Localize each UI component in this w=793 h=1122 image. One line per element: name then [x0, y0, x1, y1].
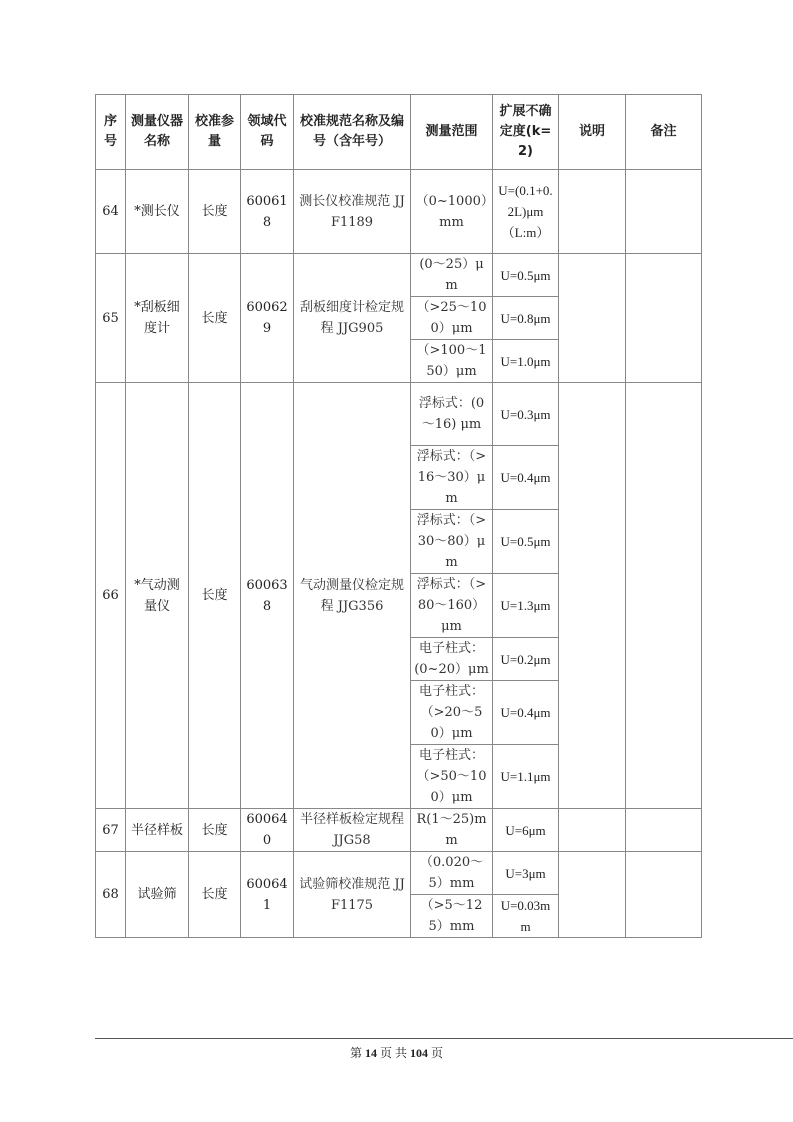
table-row — [96, 809, 702, 852]
cell-code: 600640 — [241, 809, 294, 852]
cell-spec: 半径样板检定规程 JJG58 — [294, 809, 411, 852]
cell-param: 长度 — [189, 852, 241, 938]
cell-uncertainty: U=1.0μm — [493, 340, 559, 383]
table-body — [96, 170, 702, 938]
cell-seq: 67 — [96, 809, 126, 852]
header-note: 说明 — [559, 95, 626, 170]
cell-uncertainty: U=0.2μm — [493, 638, 559, 681]
footer-prefix: 第 — [349, 1046, 362, 1060]
footer-mid: 页 共 — [379, 1046, 407, 1060]
header-row — [96, 95, 702, 170]
table-row — [96, 254, 702, 297]
cell-code: 600629 — [241, 254, 294, 383]
cell-range: 浮标式：（>16～30）μm — [411, 446, 493, 510]
page-footer — [0, 1044, 793, 1061]
cell-range: （>100～150）μm — [411, 340, 493, 383]
footer-page-number: 14 — [364, 1046, 377, 1060]
cell-uncertainty: U=3μm — [493, 852, 559, 895]
cell-uncertainty: U=0.3μm — [493, 383, 559, 446]
header-range: 测量范围 — [411, 95, 493, 170]
cell-note — [559, 383, 626, 809]
cell-range: (0～25）μm — [411, 254, 493, 297]
cell-range: 浮标式：(0～16) μm — [411, 383, 493, 446]
cell-instrument: *测长仪 — [126, 170, 189, 254]
cell-spec: 刮板细度计检定规程 JJG905 — [294, 254, 411, 383]
cell-remark — [626, 254, 702, 383]
cell-remark — [626, 383, 702, 809]
cell-uncertainty: U=(0.1+0.2L)μm（L:m） — [493, 170, 559, 254]
cell-range: 电子柱式：(0~20）μm — [411, 638, 493, 681]
header-instrument: 测量仪器名称 — [126, 95, 189, 170]
cell-uncertainty: U=0.4μm — [493, 681, 559, 745]
cell-uncertainty: U=0.5μm — [493, 254, 559, 297]
cell-spec: 气动测量仪检定规程 JJG356 — [294, 383, 411, 809]
cell-remark — [626, 852, 702, 938]
cell-range: R(1～25)mm — [411, 809, 493, 852]
cell-note — [559, 170, 626, 254]
cell-instrument: *气动测量仪 — [126, 383, 189, 809]
cell-range: 浮标式：（>80～160）μm — [411, 574, 493, 638]
cell-range: （0~1000）mm — [411, 170, 493, 254]
cell-note — [559, 254, 626, 383]
header-param: 校准参量 — [189, 95, 241, 170]
cell-range: 电子柱式：（>20～50）μm — [411, 681, 493, 745]
cell-remark — [626, 170, 702, 254]
table-row — [96, 383, 702, 446]
cell-spec: 测长仪校准规范 JJF1189 — [294, 170, 411, 254]
cell-seq: 64 — [96, 170, 126, 254]
cell-seq: 68 — [96, 852, 126, 938]
cell-param: 长度 — [189, 170, 241, 254]
cell-range: （0.020～5）mm — [411, 852, 493, 895]
cell-code: 600618 — [241, 170, 294, 254]
cell-range: 浮标式：（>30～80）μm — [411, 510, 493, 574]
cell-spec: 试验筛校准规范 JJF1175 — [294, 852, 411, 938]
cell-seq: 66 — [96, 383, 126, 809]
cell-range: （>5～125）mm — [411, 895, 493, 938]
header-spec: 校准规范名称及编号（含年号） — [294, 95, 411, 170]
cell-uncertainty: U=0.03mm — [493, 895, 559, 938]
cell-uncertainty: U=1.1μm — [493, 745, 559, 809]
cell-uncertainty: U=0.8μm — [493, 297, 559, 340]
cell-uncertainty: U=0.5μm — [493, 510, 559, 574]
cell-uncertainty: U=1.3μm — [493, 574, 559, 638]
table-row — [96, 170, 702, 254]
table-row — [96, 852, 702, 895]
cell-param: 长度 — [189, 254, 241, 383]
footer-divider — [95, 1038, 793, 1039]
cell-range: （>25～100）μm — [411, 297, 493, 340]
cell-note — [559, 809, 626, 852]
cell-param: 长度 — [189, 383, 241, 809]
footer-total-pages: 104 — [410, 1046, 428, 1060]
cell-instrument: *刮板细度计 — [126, 254, 189, 383]
cell-uncertainty: U=0.4μm — [493, 446, 559, 510]
cell-code: 600641 — [241, 852, 294, 938]
cell-uncertainty: U=6μm — [493, 809, 559, 852]
cell-instrument: 半径样板 — [126, 809, 189, 852]
header-uncertainty: 扩展不确定度(k=2) — [493, 95, 559, 170]
footer-suffix: 页 — [431, 1046, 444, 1060]
calibration-table — [95, 94, 702, 938]
cell-seq: 65 — [96, 254, 126, 383]
header-code: 领域代码 — [241, 95, 294, 170]
header-remark: 备注 — [626, 95, 702, 170]
cell-range: 电子柱式：（>50～100）μm — [411, 745, 493, 809]
cell-param: 长度 — [189, 809, 241, 852]
cell-remark — [626, 809, 702, 852]
cell-note — [559, 852, 626, 938]
header-seq: 序号 — [96, 95, 126, 170]
cell-code: 600638 — [241, 383, 294, 809]
cell-instrument: 试验筛 — [126, 852, 189, 938]
